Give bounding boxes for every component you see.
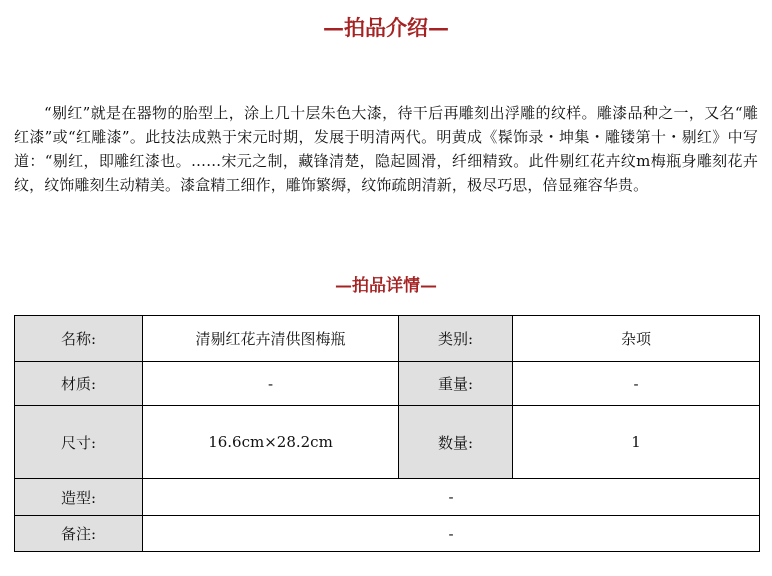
name-value: 清剔红花卉清供图梅瓶 xyxy=(143,316,399,362)
table-row xyxy=(15,316,760,362)
material-label: 材质: xyxy=(15,362,143,406)
table-row xyxy=(15,479,760,516)
material-value: - xyxy=(143,362,399,406)
details-table xyxy=(14,315,760,552)
intro-section-title: —拍品介绍— xyxy=(323,15,449,40)
weight-value: - xyxy=(513,362,760,406)
category-value: 杂项 xyxy=(513,316,760,362)
table-row xyxy=(15,516,760,552)
note-label: 备注: xyxy=(15,516,143,552)
table-row xyxy=(15,362,760,406)
shape-value: - xyxy=(143,479,760,516)
details-section-title: —拍品详情— xyxy=(335,276,437,296)
category-label: 类别: xyxy=(399,316,513,362)
note-value: - xyxy=(143,516,760,552)
size-value: 16.6cm×28.2cm xyxy=(143,406,399,479)
size-label: 尺寸: xyxy=(15,406,143,479)
quantity-label: 数量: xyxy=(399,406,513,479)
intro-paragraph: “剔红”就是在器物的胎型上，涂上几十层朱色大漆，待干后再雕刻出浮雕的纹样。雕漆品种之一，又名“雕红漆”或“红雕漆”。此技法成熟于宋元时期，发展于明清两代。明黄成《髹饰录・坤集・雕镂第十・剔红》中写道：“剔红，即雕红漆也。……宋元之制，藏锋清楚，隐起圆滑，纤细精致。此件剔红花卉纹m梅瓶身雕刻花卉纹，纹饰雕刻生动精美。漆盒精工细作，雕饰繁缛，纹饰疏朗清新，极尽巧思，倍显雍容华贵。 xyxy=(14,104,758,194)
shape-label: 造型: xyxy=(15,479,143,516)
table-row xyxy=(15,406,760,479)
weight-label: 重量: xyxy=(399,362,513,406)
quantity-value: 1 xyxy=(513,406,760,479)
name-label: 名称: xyxy=(15,316,143,362)
